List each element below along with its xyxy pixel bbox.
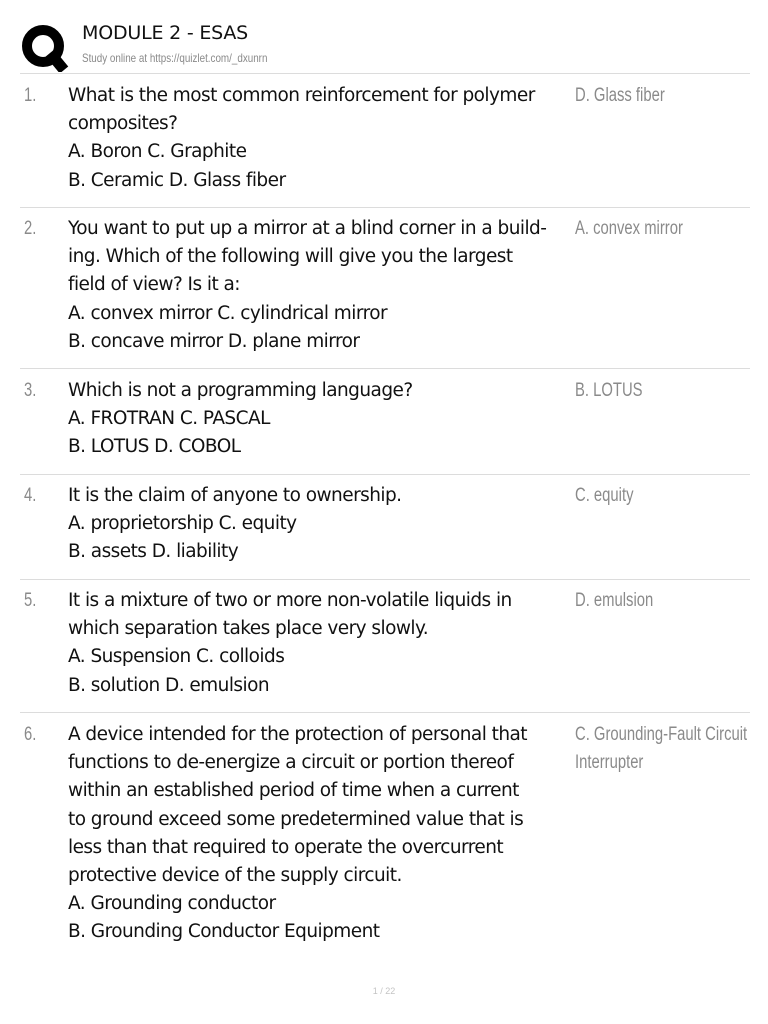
question-line: composites? [68, 113, 178, 135]
answer-line: Interrupter [575, 752, 644, 774]
question-line: B. Grounding Conductor Equipment [68, 921, 380, 943]
quizlet-logo-icon [20, 22, 70, 72]
question-line: to ground exceed some predetermined value that is [68, 808, 524, 830]
card-question [68, 587, 574, 700]
card-answer [575, 587, 731, 615]
question-line: protective device of the supply circuit. [68, 865, 402, 887]
page-indicator: 1 / 22 [372, 986, 396, 996]
card-answer [575, 215, 731, 243]
card-answer [575, 82, 731, 110]
question-line: field of view? Is it a: [68, 274, 240, 296]
card-number: 4. [24, 485, 37, 506]
card-number: 1. [24, 85, 37, 106]
question-line: Which is not a programming language? [68, 380, 413, 401]
question-line: A. FROTRAN C. PASCAL [68, 408, 270, 430]
question-line: A. convex mirror C. cylindrical mirror [68, 302, 388, 324]
card-divider [20, 207, 750, 208]
question-line: which separation takes place very slowly. [68, 618, 429, 640]
card-number: 3. [24, 380, 37, 401]
card-question [68, 82, 574, 195]
card-divider [20, 579, 750, 580]
question-line: A. proprietorship C. equity [68, 513, 297, 535]
page-title: MODULE 2 - ESAS [82, 22, 249, 44]
answer-line: D. emulsion [575, 590, 654, 611]
question-line: A. Boron C. Graphite [68, 141, 247, 163]
question-line: You want to put up a mirror at a blind corner in a build- [68, 218, 547, 239]
question-line: less than that required to operate the overcurrent [68, 836, 504, 858]
card-question [68, 721, 574, 947]
card-divider [20, 712, 750, 713]
question-line: functions to de-energize a circuit or portion thereof [68, 752, 514, 774]
card-number: 5. [24, 590, 37, 611]
question-line: B. concave mirror D. plane mirror [68, 330, 360, 352]
question-line: ing. Which of the following will give you the largest [68, 246, 513, 268]
question-line: It is the claim of anyone to ownership. [68, 485, 402, 506]
question-line: A. Grounding conductor [68, 893, 276, 915]
document-header [20, 20, 750, 74]
card-number: 6. [24, 724, 37, 745]
card-answer [575, 482, 731, 510]
answer-line: A. convex mirror [575, 218, 683, 239]
question-line: within an established period of time when a current [68, 780, 519, 802]
answer-line: B. LOTUS [575, 380, 643, 401]
question-line: B. LOTUS D. COBOL [68, 436, 241, 458]
card-number: 2. [24, 218, 37, 239]
card-divider [20, 474, 750, 475]
card-question [68, 215, 574, 356]
question-line: A device intended for the protection of personal that [68, 724, 528, 745]
header-divider [20, 73, 750, 74]
answer-line: C. Grounding-Fault Circuit [575, 724, 748, 745]
card-divider [20, 368, 750, 369]
question-line: B. Ceramic D. Glass fiber [68, 169, 286, 191]
card-question [68, 377, 574, 462]
study-online-link-text: Study online at https://quizlet.com/_dxunrn [82, 51, 268, 65]
question-line: What is the most common reinforcement for polymer [68, 85, 535, 106]
card-question [68, 482, 574, 567]
question-line: A. Suspension C. colloids [68, 646, 285, 668]
question-line: B. assets D. liability [68, 541, 239, 563]
card-answer [575, 721, 748, 777]
card-answer [575, 377, 731, 405]
question-line: B. solution D. emulsion [68, 674, 270, 696]
answer-line: D. Glass fiber [575, 85, 665, 106]
answer-line: C. equity [575, 485, 634, 506]
question-line: It is a mixture of two or more non-volatile liquids in [68, 590, 512, 611]
